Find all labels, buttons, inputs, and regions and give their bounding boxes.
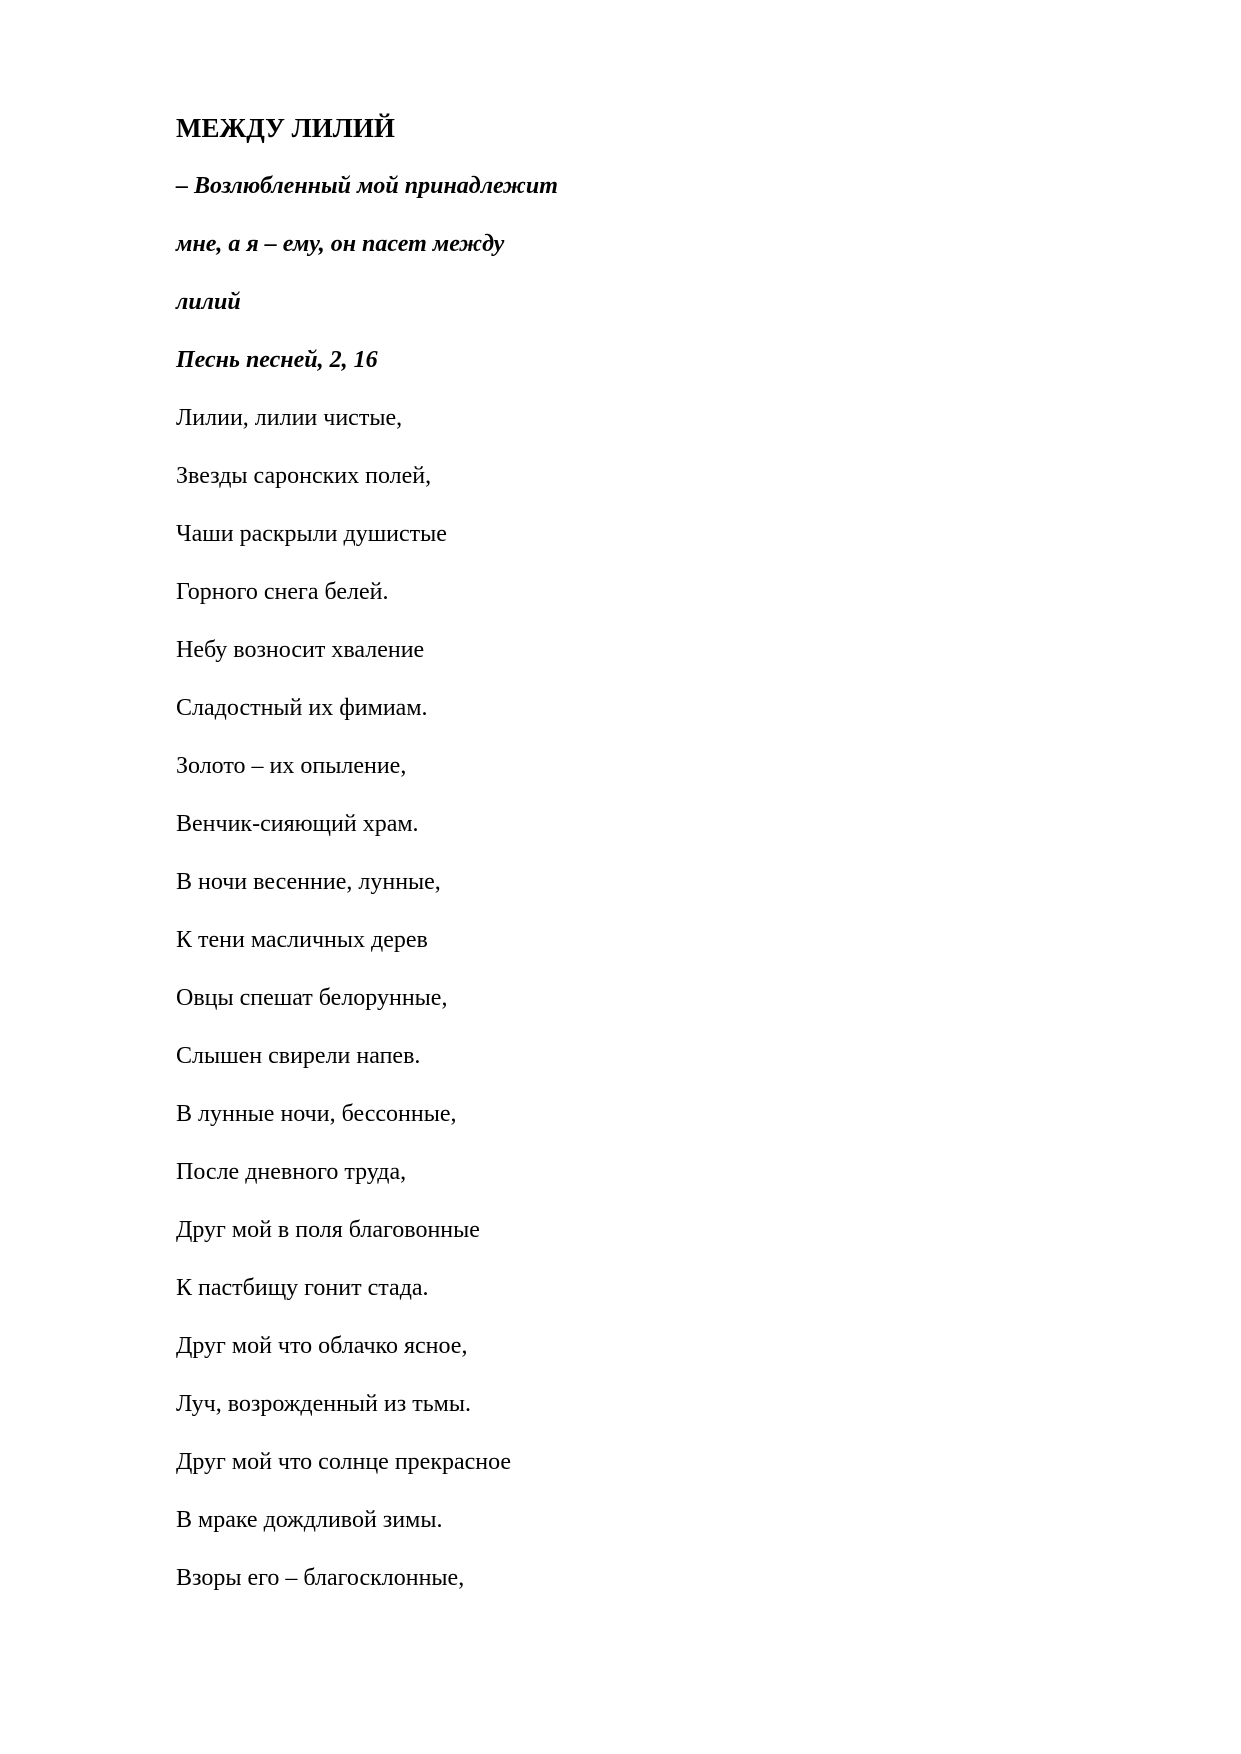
epigraph (176, 170, 1076, 376)
verse-line: В мраке дождливой зимы. (176, 1507, 443, 1533)
verse-line: Друг мой в поля благовонные (176, 1217, 480, 1243)
verse-line: Слышен свирели напев. (176, 1043, 421, 1069)
poem-title: МЕЖДУ ЛИЛИЙ (176, 113, 395, 143)
verse-line: Чаши раскрыли душистые (176, 521, 447, 547)
verse-line: Горного снега белей. (176, 579, 389, 605)
verse-line: Лилии, лилии чистые, (176, 405, 403, 431)
verse-line: Друг мой что солнце прекрасное (176, 1449, 512, 1475)
epigraph-source: Песнь песней, 2, 16 (176, 347, 378, 373)
epigraph-line: лилий (176, 289, 241, 315)
verse-line: Луч, возрожденный из тьмы. (176, 1391, 471, 1417)
verse-line: Звезды саронских полей, (176, 463, 432, 489)
verse-line: Золото – их опыление, (176, 753, 407, 779)
verse-line: В лунные ночи, бессонные, (176, 1101, 457, 1127)
verse-line: К пастбищу гонит стада. (176, 1275, 429, 1301)
verse-line: В ночи весенние, лунные, (176, 869, 441, 895)
poem-text (176, 402, 1076, 1594)
verse-line: К тени масличных дерев (176, 927, 428, 953)
verse-line: Небу возносит хваление (176, 637, 425, 663)
verse-line: Овцы спешат белорунные, (176, 985, 448, 1011)
document-body (176, 112, 1076, 1620)
epigraph-line: мне, а я – ему, он пасет между (176, 231, 505, 257)
verse-line: Друг мой что облачко ясное, (176, 1333, 468, 1359)
verse-line: После дневного труда, (176, 1159, 407, 1185)
verse-line: Сладостный их фимиам. (176, 695, 428, 721)
verse-line: Венчик-сияющий храм. (176, 811, 419, 837)
epigraph-line: – Возлюбленный мой принадлежит (176, 173, 558, 199)
verse-line: Взоры его – благосклонные, (176, 1565, 465, 1591)
